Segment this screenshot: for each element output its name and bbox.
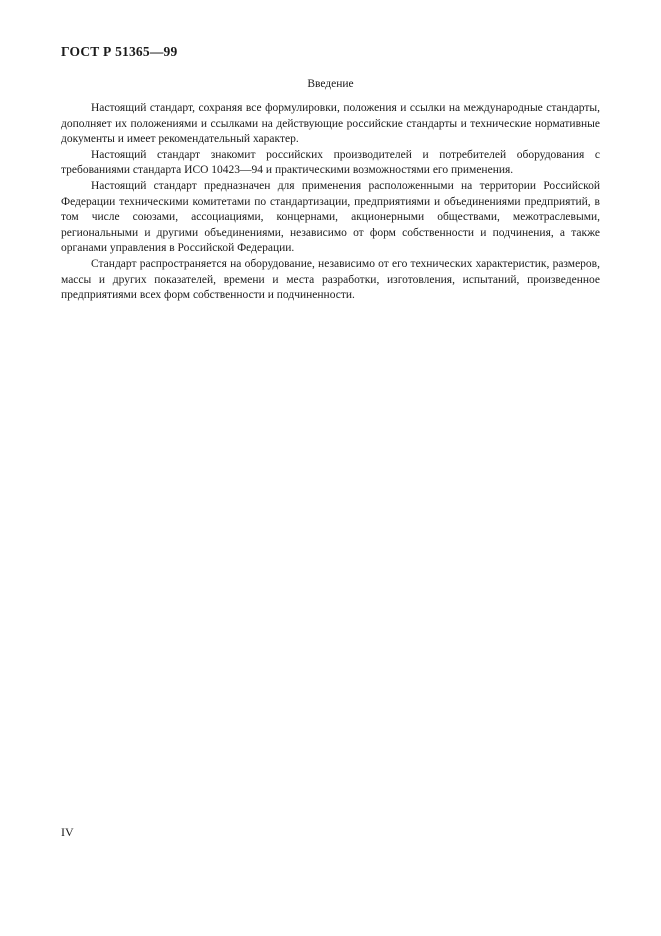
paragraph-4: Стандарт распространяется на оборудование, независимо от его технических характеристик, размеров, массы и других показателей, времени и места разработки, изготовления, испытаний, произведенное предприятиями всех форм собственности и подчиненности. — [61, 257, 600, 302]
standard-code-header: ГОСТ Р 51365—99 — [61, 44, 178, 59]
introduction-body — [61, 101, 600, 304]
section-title: Введение — [307, 78, 354, 90]
paragraph-3: Настоящий стандарт предназначен для применения расположенными на территории Российской Федерации техническими комитетами по стандартизации, предприятиями и объединениями предприятий, в том числе союзами, ассоциациями, концернами, акционерными обществами, межотраслевыми, региональными и другими объединениями, независимо от форм собственности и подчинения, а также органами управления в Российской Федерации. — [61, 179, 600, 255]
page-number: IV — [61, 825, 74, 839]
paragraph-1: Настоящий стандарт, сохраняя все формулировки, положения и ссылки на международные стандарты, дополняет их положениями и ссылками на действующие российские стандарты и технические нормативные документы и имеет рекомендательный характер. — [61, 102, 600, 146]
paragraph-2: Настоящий стандарт знакомит российских производителей и потребителей оборудования с требованиями стандарта ИСО 10423—94 и практическими возможностями его применения. — [61, 148, 600, 177]
